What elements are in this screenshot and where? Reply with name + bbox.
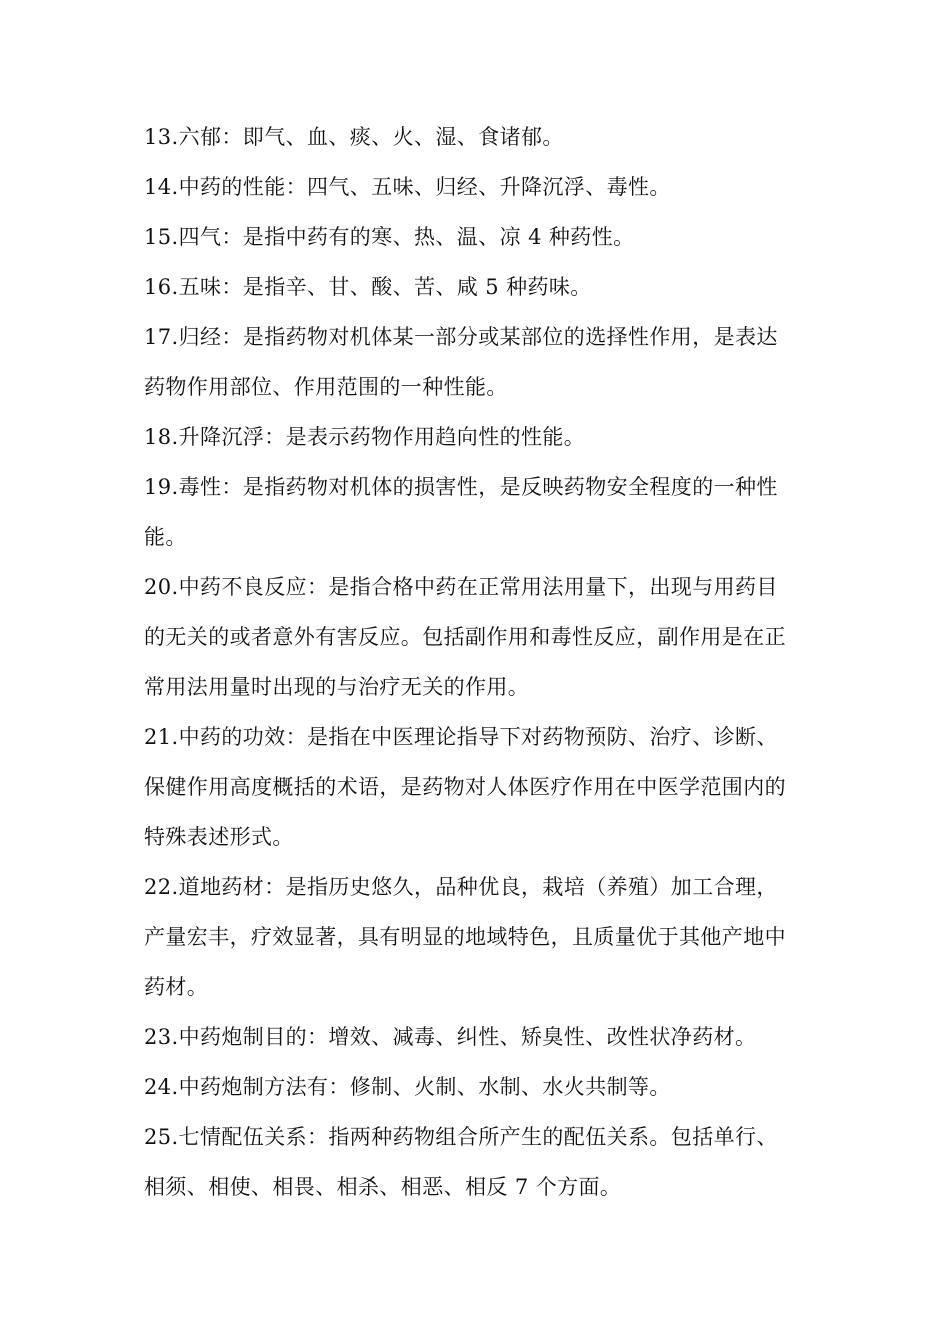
text-line-20: 24.中药炮制方法有：修制、火制、水制、水火共制等。: [144, 1075, 671, 1099]
text-line-11: 的无关的或者意外有害反应。包括副作用和毒性反应，副作用是在正: [144, 625, 786, 649]
text-line-19: 23.中药炮制目的：增效、减毒、纠性、矫臭性、改性状净药材。: [144, 1025, 757, 1049]
text-line-12: 常用法用量时出现的与治疗无关的作用。: [144, 675, 530, 699]
text-line-15: 特殊表述形式。: [144, 825, 294, 849]
text-line-13: 21.中药的功效：是指在中医理论指导下对药物预防、治疗、诊断、: [144, 725, 778, 749]
text-line-1: 13.六郁：即气、血、痰、火、湿、食诸郁。: [144, 125, 564, 149]
text-line-3: 15.四气：是指中药有的寒、热、温、凉 4 种药性。: [144, 225, 635, 249]
text-line-9: 能。: [144, 525, 187, 549]
text-line-4: 16.五味：是指辛、甘、酸、苦、咸 5 种药味。: [144, 275, 592, 299]
text-line-6: 药物作用部位、作用范围的一种性能。: [144, 375, 508, 399]
text-line-10: 20.中药不良反应：是指合格中药在正常用法用量下，出现与用药目: [144, 575, 778, 599]
text-line-22: 相须、相使、相畏、相杀、相恶、相反 7 个方面。: [144, 1175, 622, 1199]
text-line-5: 17.归经：是指药物对机体某一部分或某部位的选择性作用，是表达: [144, 325, 778, 349]
text-line-14: 保健作用高度概括的术语，是药物对人体医疗作用在中医学范围内的: [144, 775, 786, 799]
text-line-8: 19.毒性：是指药物对机体的损害性，是反映药物安全程度的一种性: [144, 475, 778, 499]
text-line-2: 14.中药的性能：四气、五味、归经、升降沉浮、毒性。: [144, 175, 671, 199]
text-line-18: 药材。: [144, 975, 209, 999]
text-line-16: 22.道地药材：是指历史悠久，品种优良，栽培（养殖）加工合理，: [144, 875, 778, 899]
text-line-17: 产量宏丰，疗效显著，具有明显的地域特色，且质量优于其他产地中: [144, 925, 786, 949]
document-body: [144, 112, 812, 1212]
text-line-7: 18.升降沉浮：是表示药物作用趋向性的性能。: [144, 425, 586, 449]
text-line-21: 25.七情配伍关系：指两种药物组合所产生的配伍关系。包括单行、: [144, 1125, 778, 1149]
